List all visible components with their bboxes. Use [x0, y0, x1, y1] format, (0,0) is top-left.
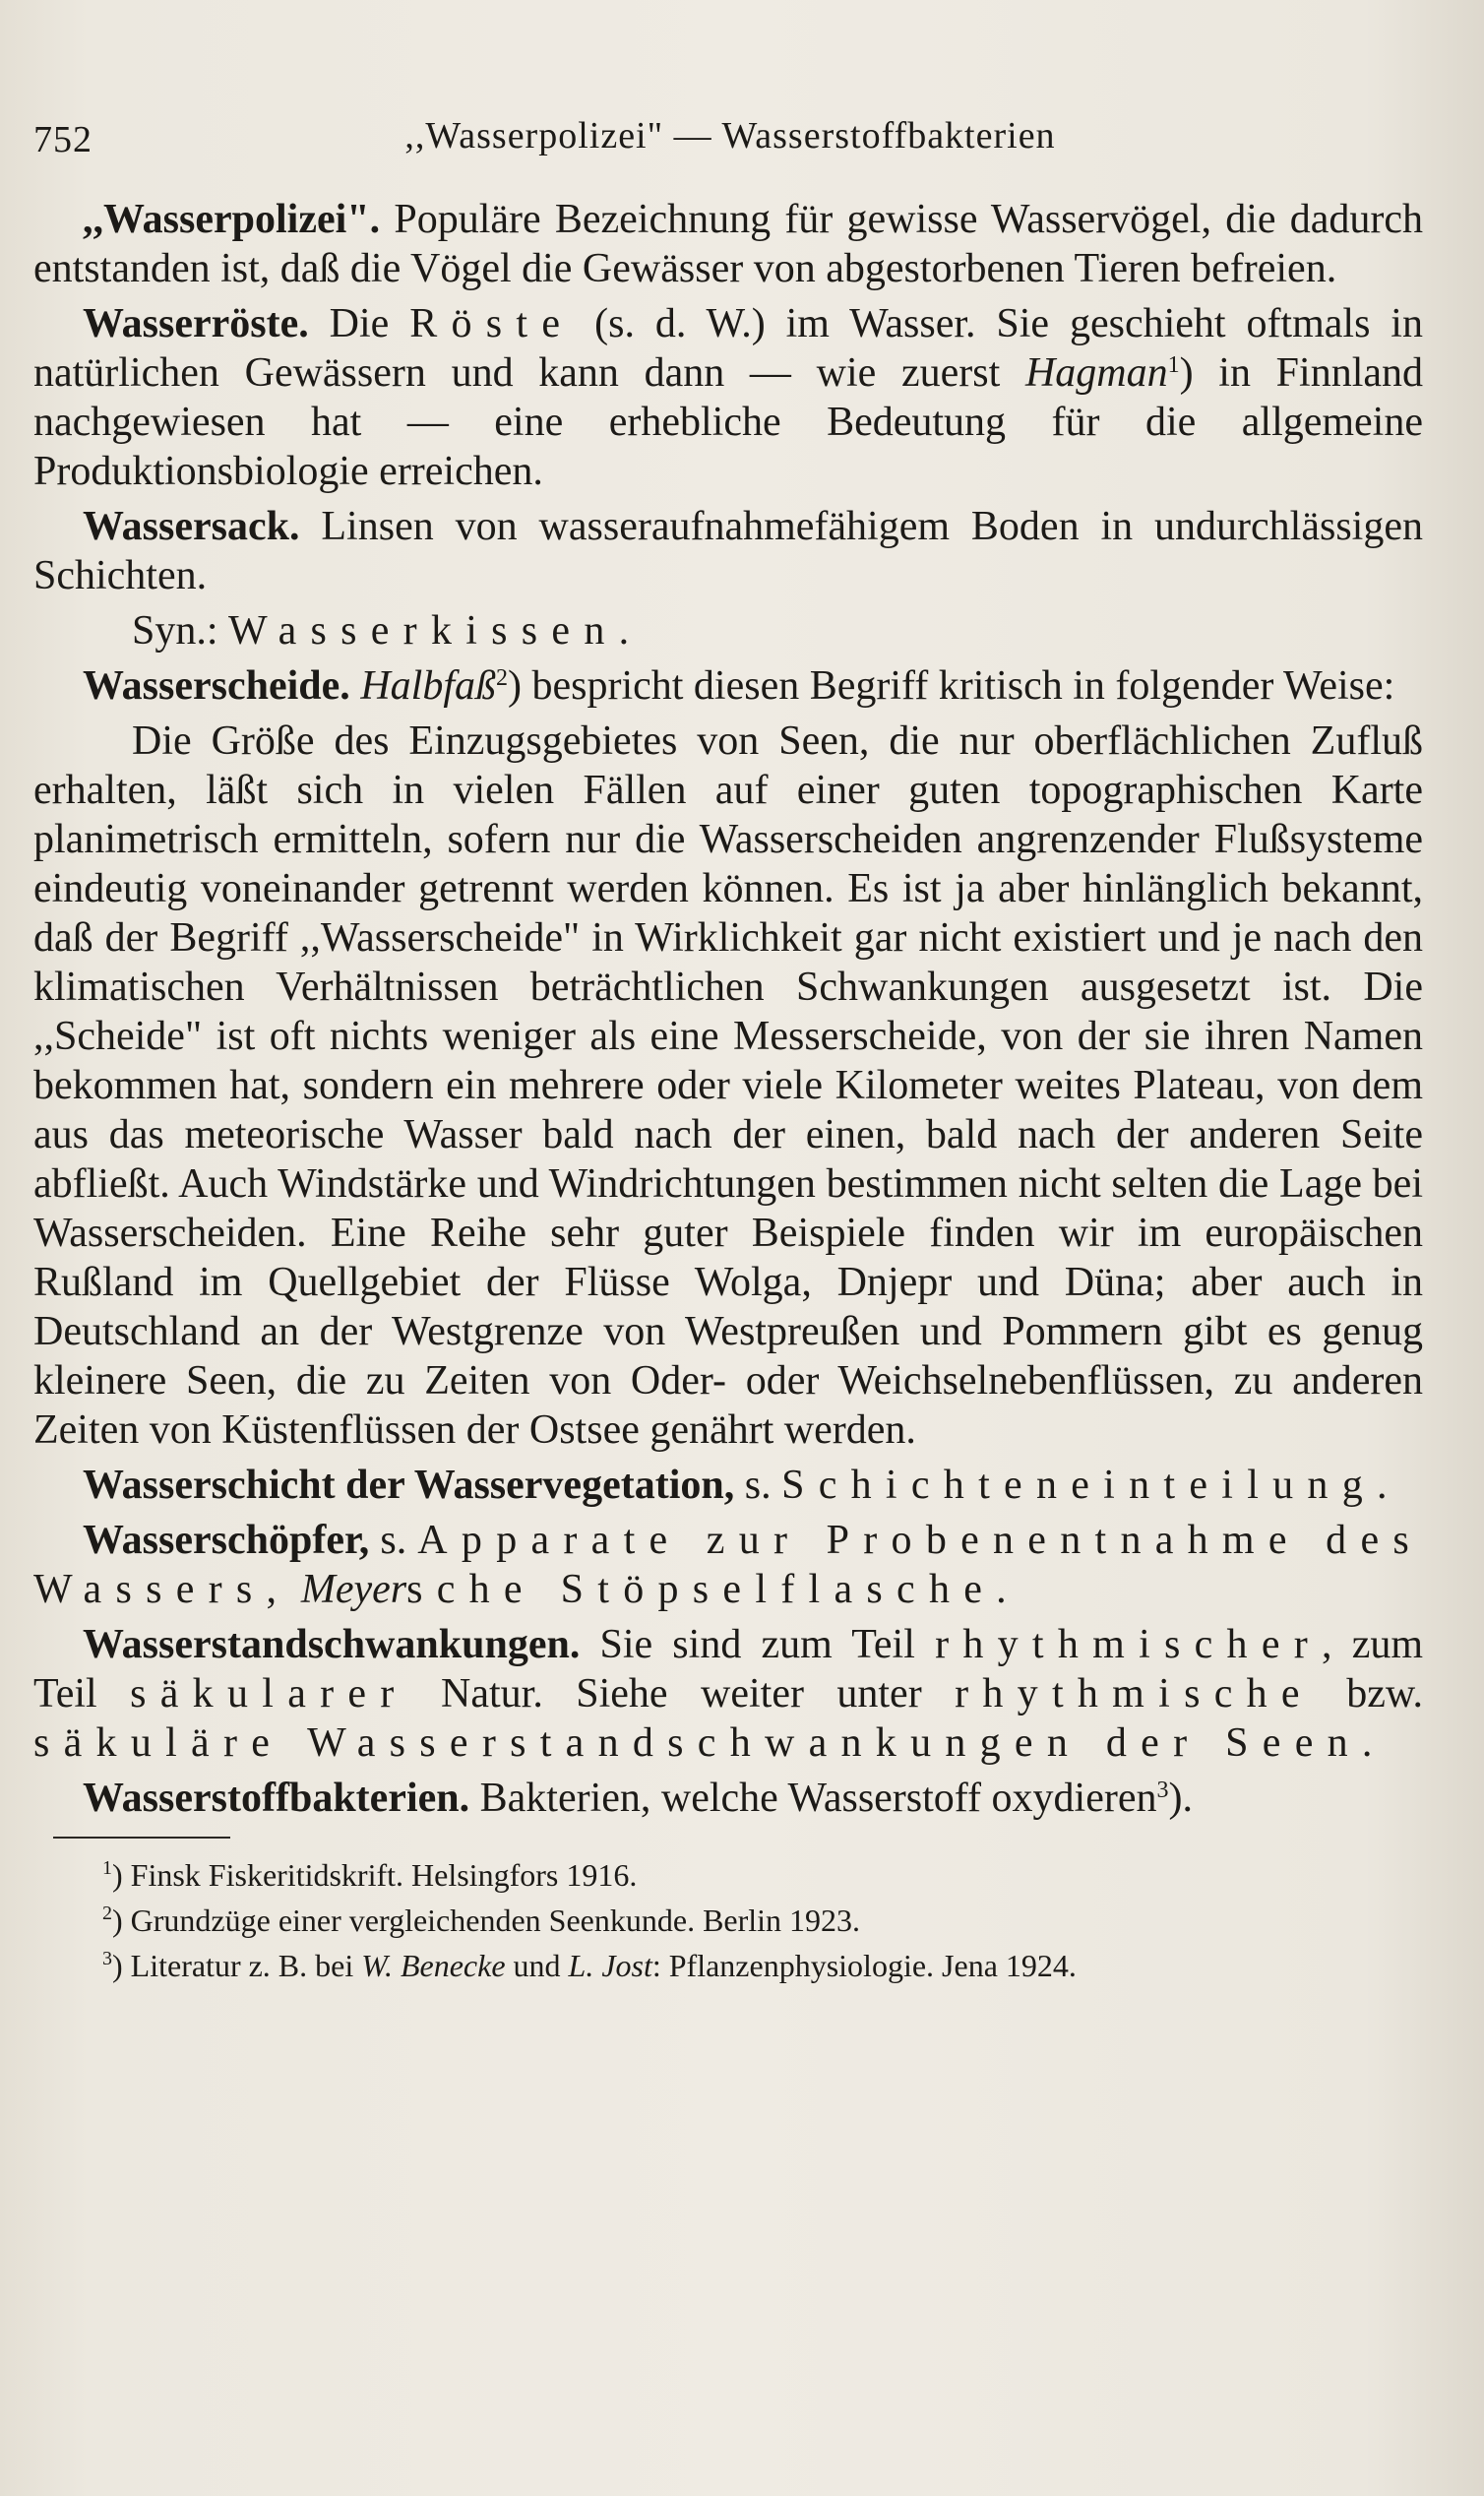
- footnote-text: ) Grundzüge einer vergleichenden Seenkunde. Berlin 1923.: [112, 1903, 861, 1938]
- spaced-term: Wasserkissen: [228, 608, 619, 654]
- entry-text: s.: [734, 1463, 782, 1508]
- entry-text: .: [1377, 1463, 1388, 1508]
- entry-text: ) bespricht diesen Begriff kritisch in folgender Weise:: [507, 663, 1395, 709]
- entry-text: ) in Finnland nachgewiesen hat — eine erhebliche Bedeutung für die allgemeine Produktionsbiologie erreichen.: [33, 350, 1424, 494]
- entry-text: .: [996, 1567, 1007, 1612]
- entry-wasserstoffbakterien: [33, 1774, 1423, 1823]
- spaced-term: säkularer: [130, 1671, 408, 1716]
- footnote-text: und: [505, 1948, 569, 1983]
- footnote-marker: 3: [1156, 1778, 1169, 1803]
- entry-text: s.: [369, 1518, 418, 1563]
- page-body: [33, 195, 1423, 1988]
- footnote-text: ) Finsk Fiskeritidskrift. Helsingfors 1916.: [112, 1857, 638, 1893]
- entry-text: Die: [308, 301, 410, 346]
- entry-text: .: [1361, 1720, 1373, 1766]
- entry-text: .: [618, 608, 630, 654]
- spaced-term: Schichteneinteilung: [781, 1463, 1377, 1508]
- entry-headword: Wasserschicht: [83, 1463, 336, 1508]
- entry-headword: Wasserschöpfer,: [83, 1518, 370, 1563]
- spaced-term: Röste: [409, 301, 575, 346]
- footnote-text: ) Literatur z. B. bei: [112, 1948, 362, 1983]
- entry-text: , zum Teil: [33, 1622, 1424, 1716]
- entry-text: Populäre Bezeichnung für gewisse Wasservögel, die dadurch entstanden ist, daß die Vögel die Gewässer von abgestorbenen Tieren befreien.: [33, 197, 1423, 291]
- entry-wasserschicht: [33, 1461, 1423, 1510]
- entry-headword: Wassersack.: [83, 504, 300, 549]
- entry-text: Linsen von wasseraufnahmefähigem Boden in undurchlässigen Schichten.: [33, 504, 1423, 598]
- entry-headword-part: der: [335, 1463, 414, 1508]
- author-name: Hagman: [1024, 350, 1168, 396]
- spaced-term: säkuläre Wasserstandschwankungen der Seen: [33, 1720, 1362, 1766]
- author-name: L. Jost: [568, 1948, 652, 1983]
- footnote-text: : Pflanzenphysiologie. Jena 1924.: [651, 1948, 1077, 1983]
- quoted-passage: Die Größe des Einzugsgebietes von Seen, die nur oberflächlichen Zufluß erhalten, läßt sich in vielen Fällen auf einer guten topographischen Karte planimetrisch ermitteln, sofern nur die Wasserscheiden angrenzender Flußsysteme eindeutig voneinander getrennt werden können. Es ist ja aber hinlänglich bekannt, daß der Begriff ,,Wasserscheide" in Wirklichkeit gar nicht existiert und je nach den klimatischen Verhältnissen beträchtlichen Schwankungen ausgesetzt ist. Die ,,Scheide" ist oft nichts weniger als eine Messerscheide, von der sie ihren Namen bekommen hat, sondern ein mehrere oder viele Kilometer weites Plateau, von dem aus das meteorische Wasser bald nach der einen, bald nach der anderen Seite abfließt. Auch Windstärke und Windrichtungen bestimmen nicht selten die Lage bei Wasserscheiden. Eine Reihe sehr guter Beispiele finden wir im europäischen Rußland im Quellgebiet der Flüsse Wolga, Dnjepr und Düna; aber auch in Deutschland an der Westgrenze von Westpreußen und Pommern gibt es genug kleinere Seen, die zu Zeiten von Oder- oder Weichselnebenflüssen, zu anderen Zeiten von Küstenflüssen der Ostsee genährt werden.: [33, 718, 1423, 1453]
- spaced-term: rhythmischer: [935, 1622, 1323, 1667]
- entry-text: Natur. Siehe weiter unter: [407, 1671, 956, 1716]
- entry-text: ).: [1168, 1776, 1193, 1821]
- spaced-term: Apparate zur Probenentnahme des Wassers,: [33, 1518, 1423, 1612]
- footnote-marker: 1: [1167, 352, 1180, 378]
- footnote-divider: [53, 1837, 230, 1839]
- entry-headword-part: Wasservegetation,: [413, 1463, 735, 1508]
- entry-wasserschoepfer: [33, 1516, 1423, 1614]
- entry-wasserscheide: [33, 661, 1423, 711]
- entry-text: bzw.: [1313, 1671, 1424, 1716]
- synonym-line: [33, 606, 1423, 655]
- footnote-number: 3: [102, 1948, 112, 1969]
- spaced-term: sche Stöpselflasche: [406, 1567, 997, 1612]
- entry-headword: Wasserröste.: [83, 301, 309, 346]
- author-name: Meyer: [300, 1567, 407, 1612]
- entry-text: Sie sind zum Teil: [580, 1622, 936, 1667]
- entry-headword: Wasserstoffbakterien.: [83, 1776, 470, 1821]
- entry-headword: Wasserscheide.: [83, 663, 350, 709]
- author-name: W. Benecke: [361, 1948, 506, 1983]
- spaced-term: rhythmische: [955, 1671, 1314, 1716]
- footnote: [33, 1852, 1423, 1898]
- entry-wassersack: [33, 502, 1423, 600]
- synonym-label: Syn.:: [132, 608, 229, 654]
- footnote-marker: 2: [495, 665, 508, 691]
- page-number: 752: [33, 119, 93, 160]
- entry-text: (s. d. W.) im Wasser. Sie geschieht oftmals in natürlichen Gewässern und kann dann — wie zuerst: [33, 301, 1423, 396]
- author-name: Halbfaß: [360, 663, 496, 709]
- footnote-number: 1: [102, 1857, 112, 1879]
- footnote-number: 2: [102, 1903, 112, 1924]
- footnote: [33, 1898, 1423, 1943]
- entry-wasserstandschwankungen: [33, 1620, 1423, 1768]
- entry-headword: ,,Wasserpolizei".: [83, 197, 381, 242]
- entry-wasserroeste: [33, 299, 1423, 496]
- entry-text: Bakterien, welche Wasserstoff oxydieren: [469, 1776, 1157, 1821]
- footnote: [33, 1943, 1423, 1988]
- entry-headword: Wasserstandschwankungen.: [83, 1622, 581, 1667]
- entry-wasserpolizei: [33, 195, 1423, 293]
- page-header: [33, 110, 1427, 169]
- running-title: ,,Wasserpolizei" — Wasserstoffbakterien: [404, 115, 1056, 156]
